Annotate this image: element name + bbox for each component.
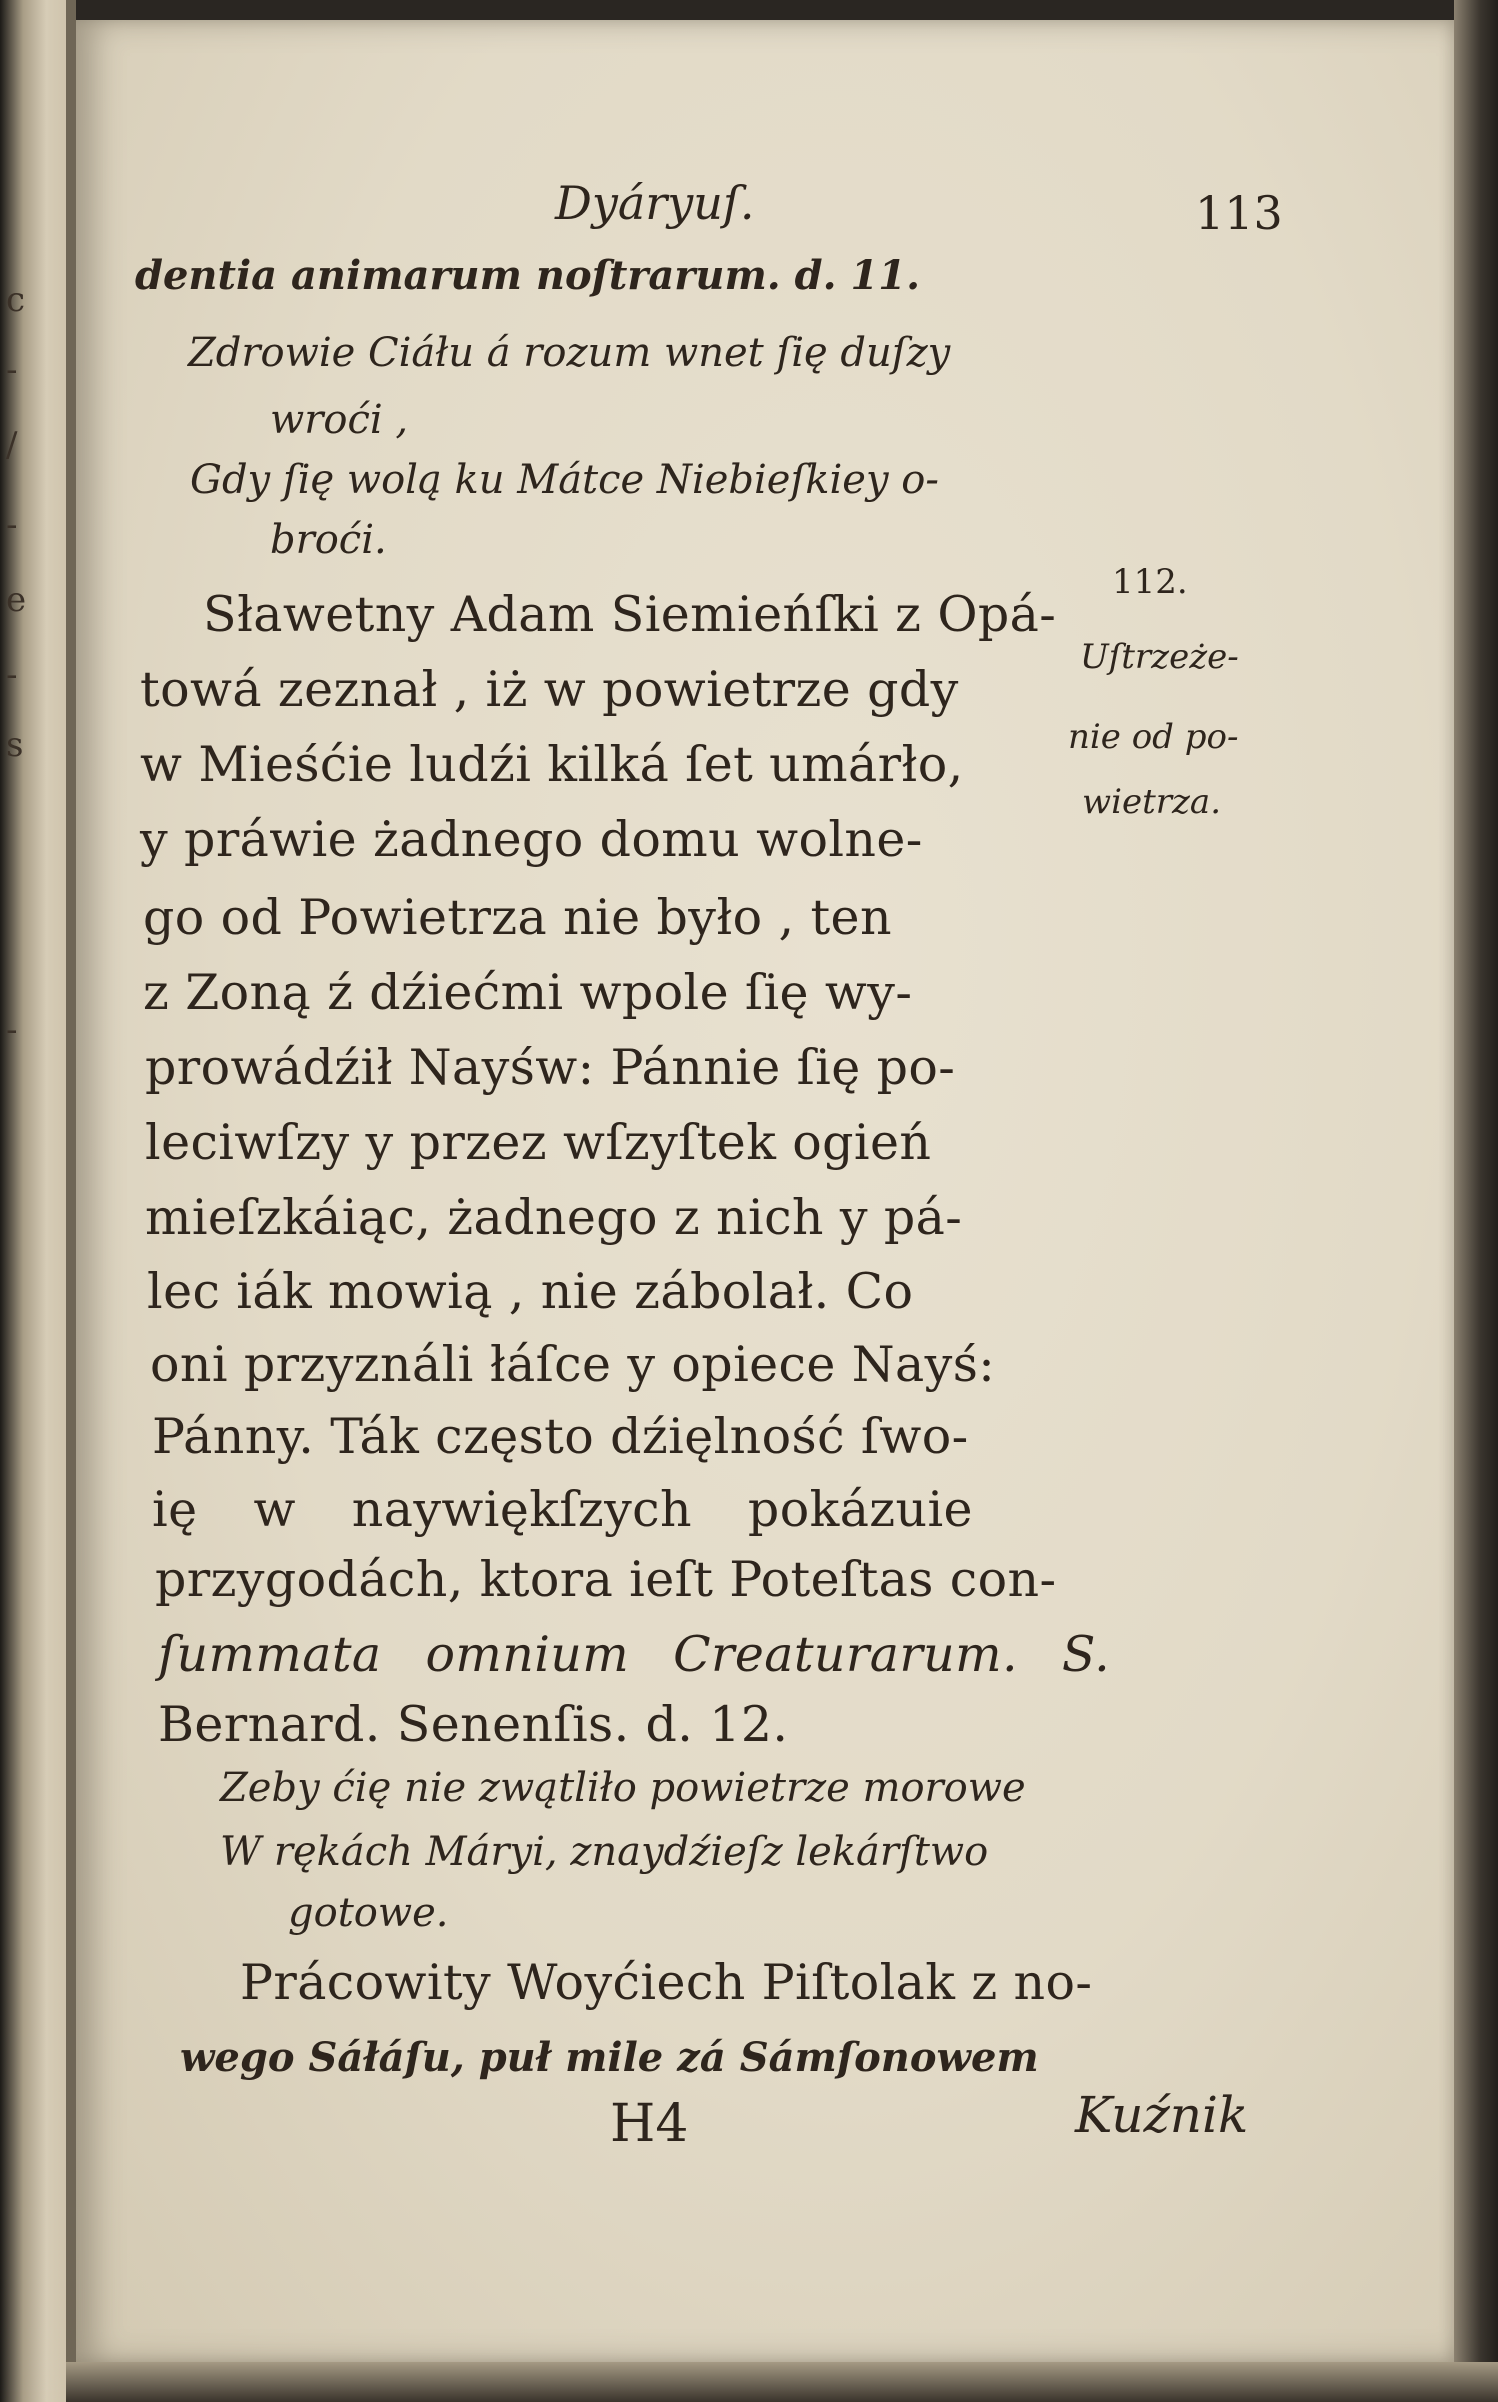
text-line: ię w naywiękſzych pokázuie (152, 1481, 973, 1538)
book-gutter (66, 0, 76, 2402)
facing-page-fragment: / (6, 425, 18, 465)
facing-page-fragment: e (6, 580, 27, 620)
facing-page-fragment: s (6, 725, 24, 765)
text-line: Zdrowie Ciáłu á rozum wnet ſię duſzy (188, 330, 951, 376)
bottom-page-edge (66, 2362, 1498, 2402)
text-line: W rękách Máryi, znaydźieſz lekárſtwo (220, 1829, 989, 1875)
text-line: wroći , (270, 397, 409, 443)
text-line: wego Sáłáſu, puł mile zá Sámſonowem (180, 2034, 1039, 2081)
text-line: oni przyználi łáſce y opiece Nayś: (150, 1336, 996, 1393)
text-line: towá zeznał , iż w powietrze gdy (140, 661, 959, 718)
text-line: dentia animarum noſtrarum. d. 11. (135, 252, 921, 299)
text-line: przygodách, ktora ieſt Poteſtas con- (155, 1551, 1057, 1608)
facing-page-fragment: - (6, 350, 18, 390)
signature-mark: H4 (610, 2094, 689, 2154)
text-line: y práwie żadnego domu wolne- (140, 811, 923, 868)
margin-note-line: wietrza. (1082, 782, 1222, 822)
right-page-edge (1454, 0, 1498, 2402)
text-line: lec iák mowią , nie zábolał. Co (147, 1263, 914, 1320)
margin-note-line: Uſtrzeże- (1080, 637, 1239, 677)
text-line: leciwſzy y przez wſzyſtek ogień (145, 1114, 932, 1171)
text-line: Zeby ćię nie zwątliło powietrze morowe (220, 1765, 1026, 1811)
text-line: Pánny. Ták często dźięlność ſwo- (152, 1408, 969, 1465)
text-line: ſummata omnium Creaturarum. S. (158, 1626, 1111, 1683)
text-line: w Mieśćie ludźi kilká ſet umárło, (140, 736, 964, 793)
text-line: Bernard. Senenſis. d. 12. (158, 1696, 789, 1753)
facing-page-fragment: - (6, 505, 18, 545)
text-line: Prácowity Woyćiech Piſtolak z no- (240, 1954, 1093, 2011)
text-line: go od Powietrza nie było , ten (143, 889, 892, 946)
facing-page-fragment: c (6, 280, 26, 320)
margin-note-line: nie od po- (1068, 717, 1239, 757)
text-line: Sławetny Adam Siemieńſki z Opá- (203, 586, 1057, 643)
running-head: Dyáryuſ. (555, 176, 755, 230)
page-number: 113 (1195, 186, 1283, 240)
facing-page-fragment: - (6, 655, 18, 695)
text-line: broći. (270, 517, 387, 563)
text-line: prowádźił Nayśw: Pánnie ſię po- (145, 1039, 956, 1096)
text-line: z Zoną ź dźiećmi wpole ſię wy- (143, 964, 913, 1021)
text-line: Gdy ſię wolą ku Mátce Niebieſkiey o- (190, 457, 939, 503)
facing-page-fragment: - (6, 1010, 18, 1050)
catchword: Kuźnik (1075, 2086, 1249, 2144)
text-line: mieſzkáiąc, żadnego z nich y pá- (145, 1189, 963, 1246)
text-line: gotowe. (288, 1890, 449, 1936)
margin-note-number: 112. (1112, 562, 1188, 602)
